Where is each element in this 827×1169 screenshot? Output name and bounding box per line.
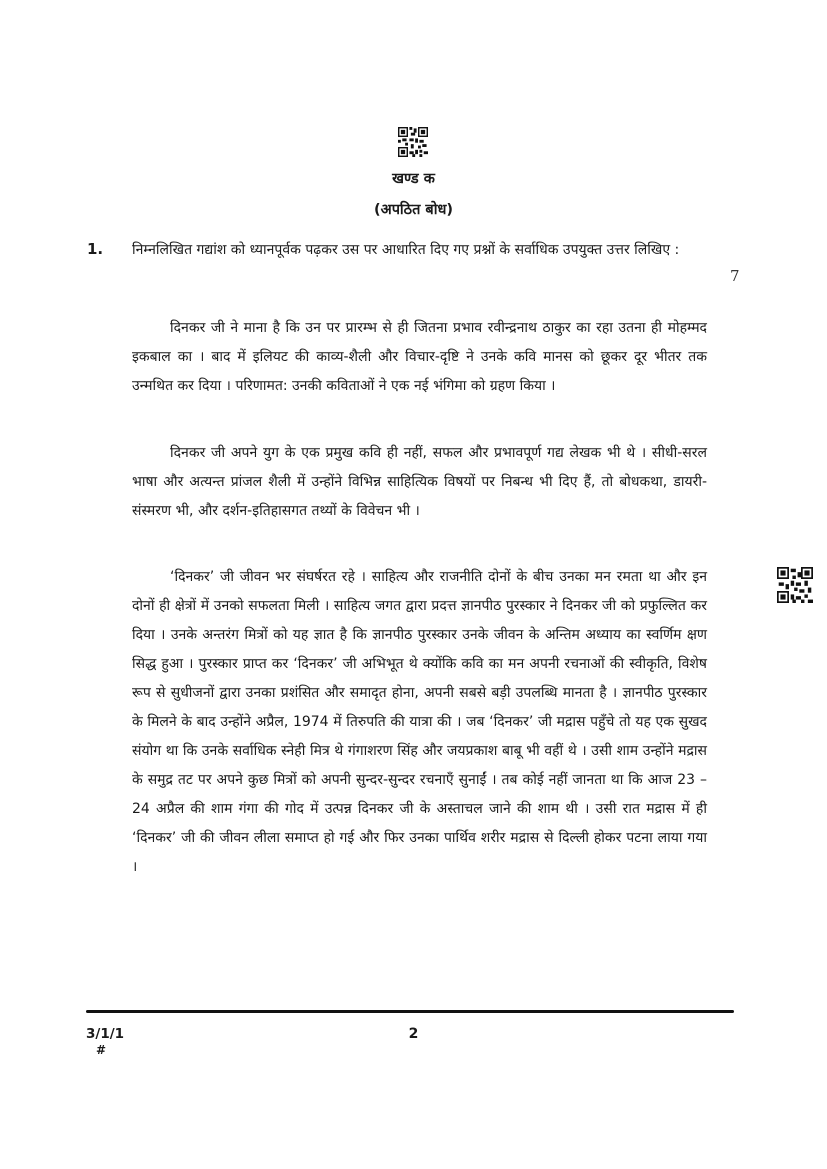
question-number: 1. — [87, 240, 104, 258]
passage-paragraph-3: ‘दिनकर’ जी जीवन भर संघर्षरत रहे । साहित्य और राजनीति दोनों के बीच उनका मन रमता था और इन दोनों ही क्षेत्रों में उनको सफलता मिली । साहित्य जगत द्वारा प्रदत्त ज्ञानपीठ पुरस्कार ने दिनकर जी को प्रफुल्लित कर दिया । उनके अन्तरंग मित्रों को यह ज्ञात है कि ज्ञानपीठ पुरस्कार उनके जीवन के अन्तिम अध्याय का स्वर्णिम क्षण सिद्ध हुआ । पुरस्कार प्राप्त कर ‘दिनकर’ जी अभिभूत थे क्योंकि कवि का मन अपनी रचनाओं की स्वीकृति, विशेष रूप से सुधीजनों द्वारा उनका प्रशंसित और समादृत होना, अपनी सबसे बड़ी उपलब्धि मानता है । ज्ञानपीठ पुरस्कार के मिलने के बाद उन्होंने अप्रैल, 1974 में तिरुपति की यात्रा की । जब ‘दिनकर’ जी मद्रास पहुँचे तो यह एक सुखद संयोग था कि उनके सर्वाधिक स्नेही मित्र थे गंगाशरण सिंह और जयप्रकाश बाबू भी वहीं थे । उसी शाम उन्होंने मद्रास के समुद्र तट पर अपने कुछ मित्रों को अपनी सुन्दर-सुन्दर रचनाएँ सुनाईं । तब कोई नहीं जानता था कि आज 23 – 24 अप्रैल की शाम गंगा की गोद में उत्पन्न दिनकर जी के अस्ताचल जाने की शाम थी । उसी रात मद्रास में ही ‘दिनकर’ जी की जीवन लीला समाप्त हो गई और फिर उनका पार्थिव शरीर मद्रास से दिल्ली होकर पटना लाया गया । — [132, 569, 707, 875]
passage-paragraph-2: दिनकर जी अपने युग के एक प्रमुख कवि ही नहीं, सफल और प्रभावपूर्ण गद्य लेखक भी थे । सीधी-सरल भाषा और अत्यन्त प्रांजल शैली में उन्होंने विभिन्न साहित्यिक विषयों पर निबन्ध भी दिए हैं, तो बोधकथा, डायरी-संस्मरण भी, और दर्शन-इतिहासगत तथ्यों के विवेचन भी । — [132, 445, 707, 519]
footer-divider — [86, 1010, 734, 1013]
paper-code: 3/1/1 — [86, 1026, 125, 1042]
passage-paragraph-1: दिनकर जी ने माना है कि उन पर प्रारम्भ से ही जितना प्रभाव रवीन्द्रनाथ ठाकुर का रहा उतना ही मोहम्मद इकबाल का । बाद में इलियट की काव्य-शैली और विचार-दृष्टि ने उनके कवि मानस को छूकर दूर भीतर तक उन्मथित कर दिया । परिणामत: उनकी कविताओं ने एक नई भंगिमा को ग्रहण किया । — [132, 320, 707, 394]
question-marks: 7 — [730, 267, 740, 285]
section-title: खण्ड क — [392, 171, 435, 187]
qr-code-icon — [398, 127, 428, 157]
question-instruction: निम्नलिखित गद्यांश को ध्यानपूर्वक पढ़कर उस पर आधारित दिए गए प्रश्नों के सर्वाधिक उपयुक्त उत्तर लिखिए : — [132, 242, 680, 258]
page-number: 2 — [408, 1026, 419, 1042]
section-subtitle: (अपठित बोध) — [373, 202, 453, 218]
side-qr-code-icon — [777, 567, 813, 603]
hash-mark: # — [96, 1043, 107, 1057]
